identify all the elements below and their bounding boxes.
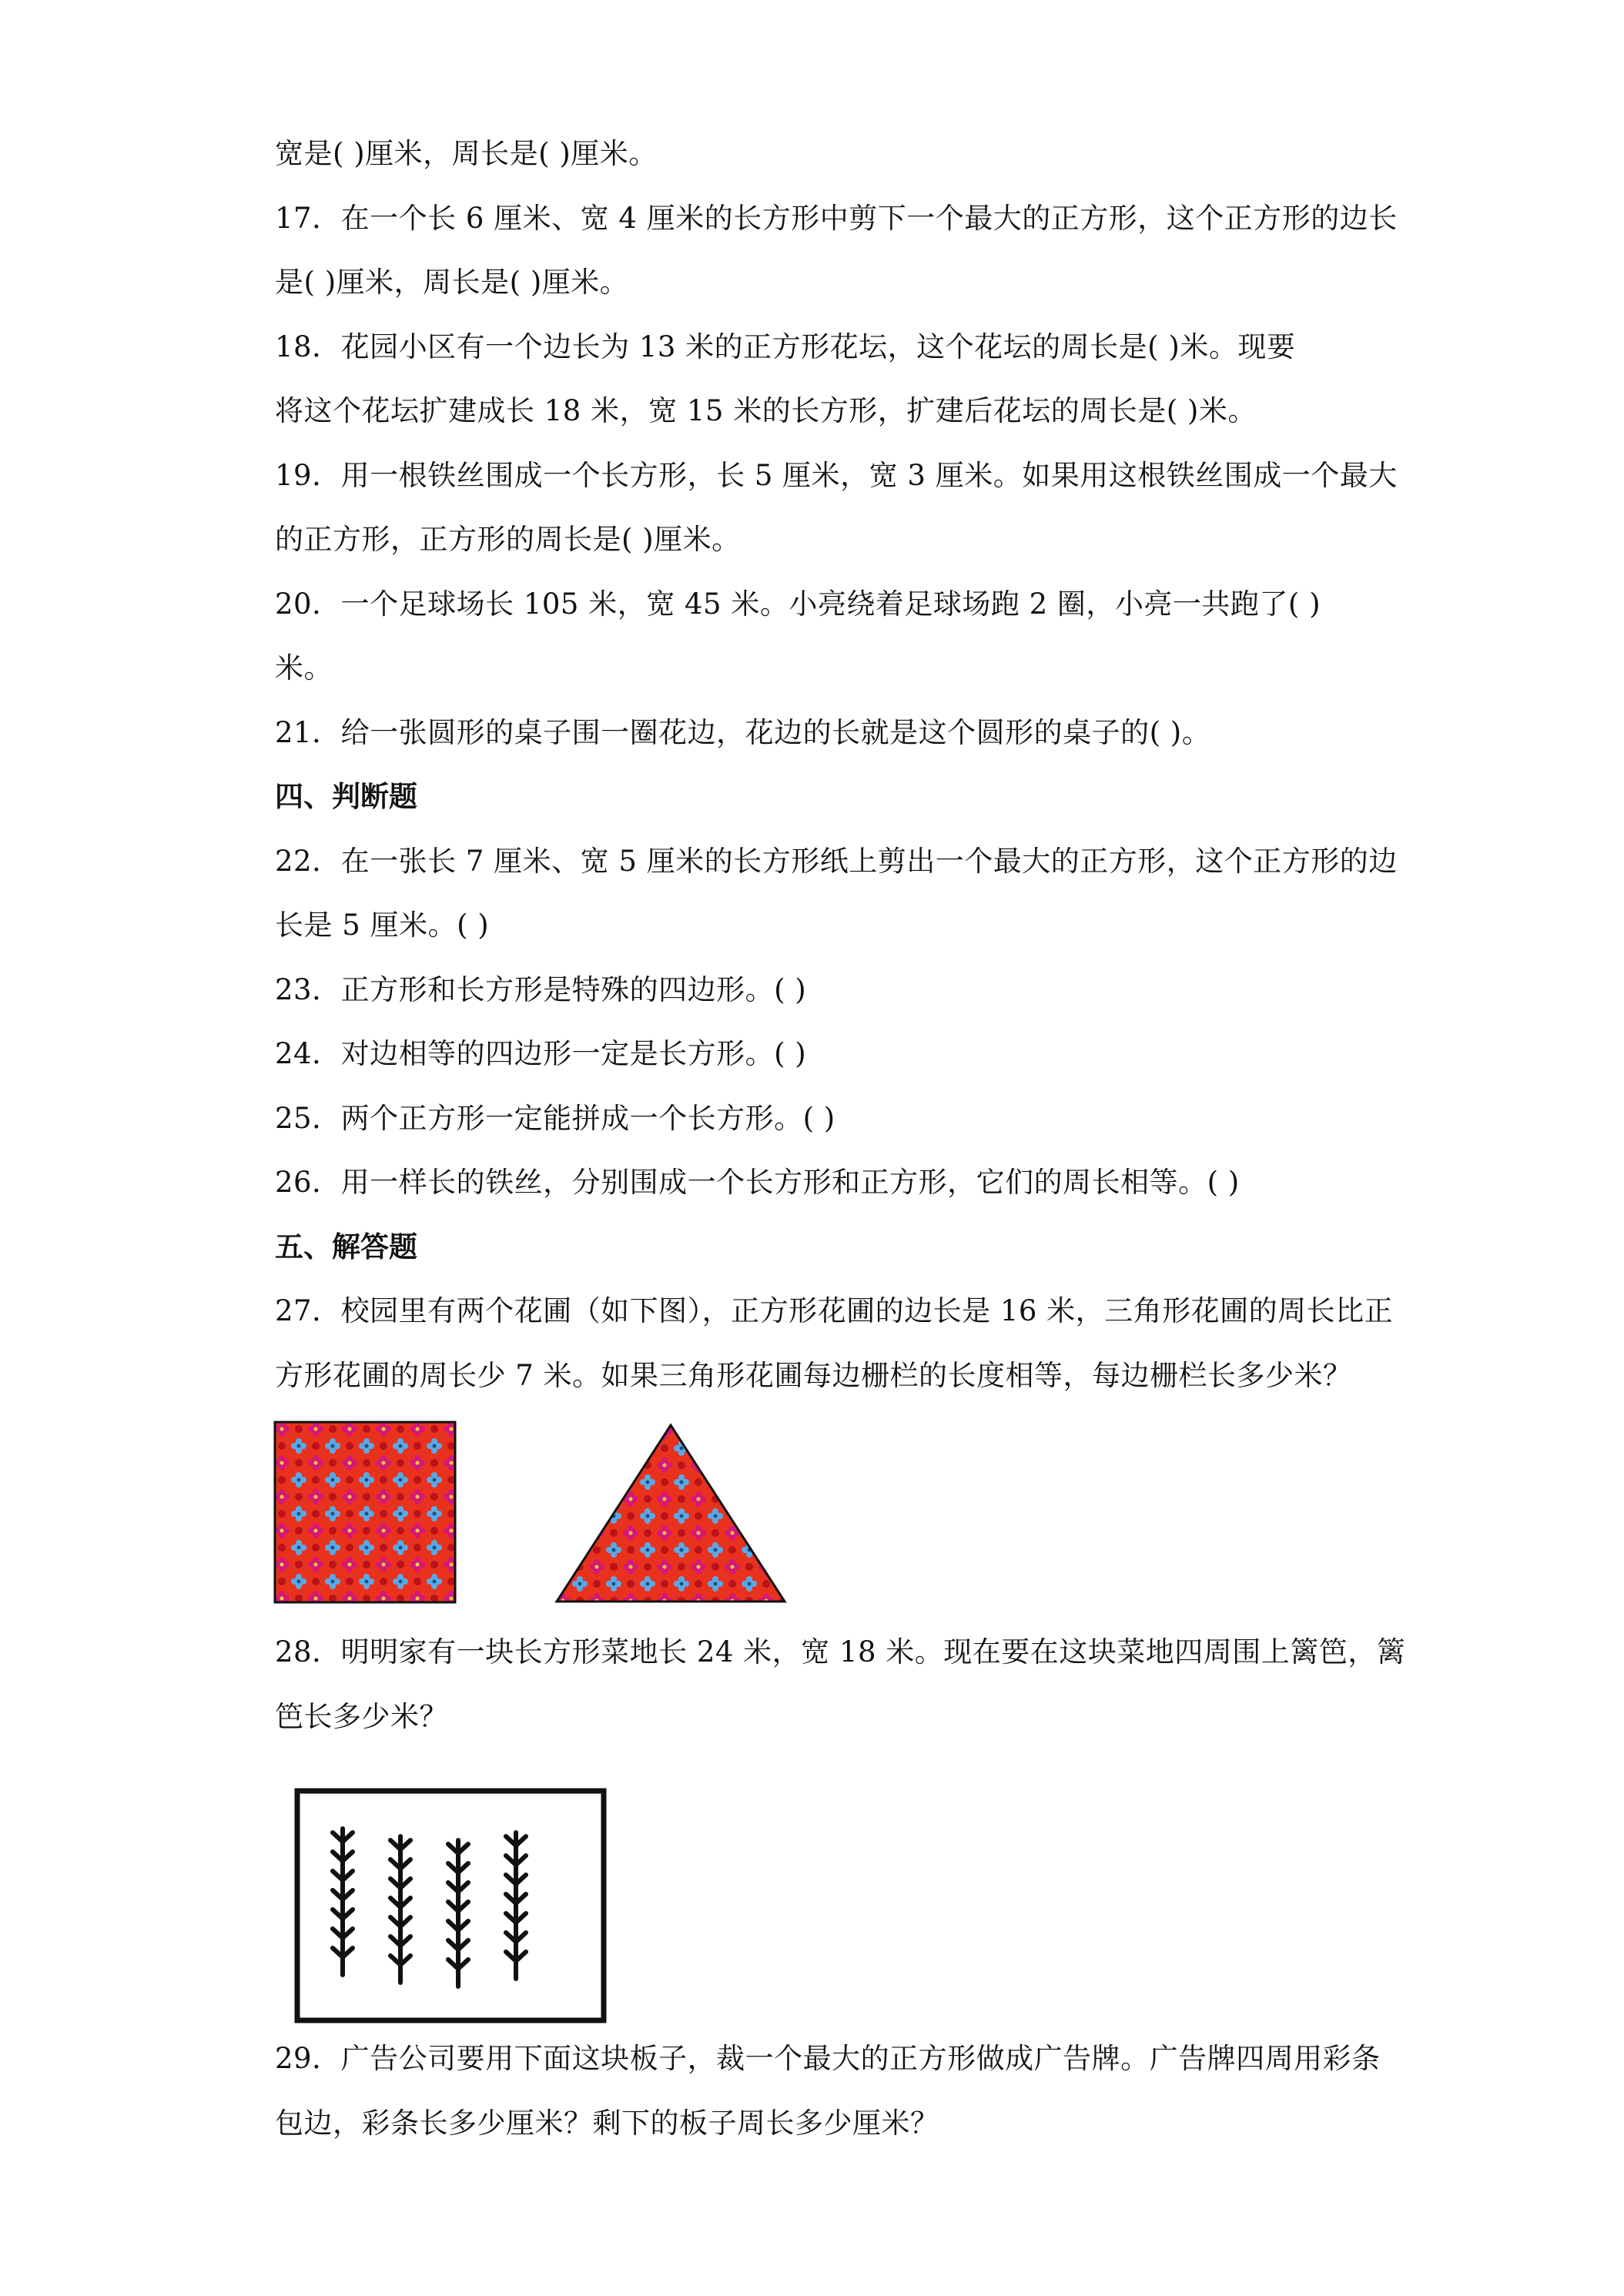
q20-line-1: 20．一个足球场长 105 米，宽 45 米。小亮绕着足球场跑 2 圈，小亮一共跑了( ) (275, 587, 1321, 621)
q28-line-2: 笆长多少米？ (275, 1700, 448, 1733)
q26-line: 26．用一样长的铁丝，分别围成一个长方形和正方形，它们的周长相等。( ) (275, 1166, 1240, 1199)
section-heading-answers: 五、解答题 (275, 1230, 417, 1263)
q17-line-1: 17．在一个长 6 厘米、宽 4 厘米的长方形中剪下一个最大的正方形，这个正方形的边长 (275, 202, 1398, 235)
q24-line: 24．对边相等的四边形一定是长方形。( ) (275, 1037, 807, 1070)
q25-line: 25．两个正方形一定能拼成一个长方形。( ) (275, 1102, 835, 1135)
q20-line-2: 米。 (275, 651, 333, 684)
q27-line-2: 方形花圃的周长少 7 米。如果三角形花圃每边栅栏的长度相等，每边栅栏长多少米？ (275, 1359, 1352, 1392)
triangle-flower-bed-figure (554, 1423, 787, 1605)
q23-line: 23．正方形和长方形是特殊的四边形。( ) (275, 973, 807, 1006)
q16-tail-line: 宽是( )厘米，周长是( )厘米。 (275, 137, 658, 170)
q29-line-2: 包边，彩条长多少厘米？剩下的板子周长多少厘米？ (275, 2107, 939, 2140)
q28-line-1: 28．明明家有一块长方形菜地长 24 米，宽 18 米。现在要在这块菜地四周围上篱笆，篱 (275, 1635, 1406, 1668)
q22-line-2: 长是 5 厘米。( ) (275, 909, 490, 942)
q21-line: 21．给一张圆形的桌子围一圈花边，花边的长就是这个圆形的桌子的( )。 (275, 716, 1211, 749)
square-flower-bed-figure (273, 1421, 457, 1604)
q29-line-1: 29．广告公司要用下面这块板子，裁一个最大的正方形做成广告牌。广告牌四周用彩条 (275, 2042, 1381, 2075)
q22-line-1: 22．在一张长 7 厘米、宽 5 厘米的长方形纸上剪出一个最大的正方形，这个正方形的边 (275, 845, 1398, 878)
vegetable-plot-figure (293, 1786, 608, 2025)
section-heading-judgement: 四、判断题 (275, 780, 417, 813)
q17-line-2: 是( )厘米，周长是( )厘米。 (275, 266, 629, 299)
q19-line-1: 19．用一根铁丝围成一个长方形，长 5 厘米，宽 3 厘米。如果用这根铁丝围成一个最大 (275, 459, 1398, 492)
q19-line-2: 的正方形，正方形的周长是( )厘米。 (275, 523, 741, 556)
q18-line-1: 18．花园小区有一个边长为 13 米的正方形花坛，这个花坛的周长是( )米。现要 (275, 330, 1296, 363)
q18-line-2: 将这个花坛扩建成长 18 米，宽 15 米的长方形，扩建后花坛的周长是( )米。 (275, 394, 1257, 427)
q27-line-1: 27．校园里有两个花圃（如下图），正方形花圃的边长是 16 米，三角形花圃的周长比正 (275, 1294, 1394, 1327)
